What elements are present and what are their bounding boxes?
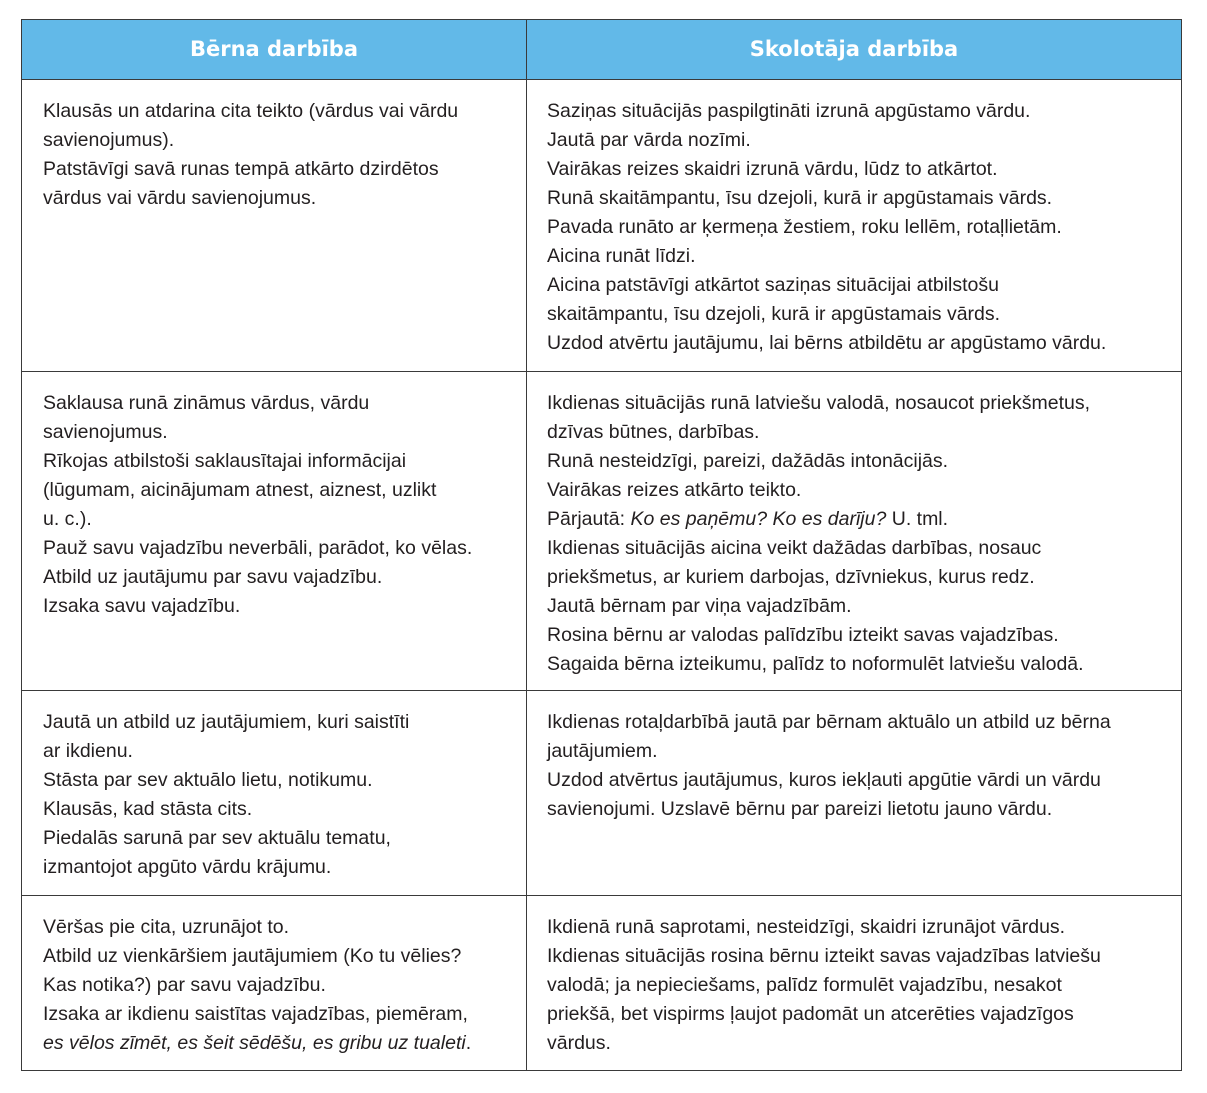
table-row <box>22 371 1181 690</box>
table-row <box>22 690 1181 895</box>
cell-line-italic <box>43 1029 512 1058</box>
cell-line: Rosina bērnu ar valodas palīdzību izteikt savas vajadzības. <box>547 624 1059 646</box>
cell-line: Runā nesteidzīgi, pareizi, dažādās intonācijās. <box>547 450 949 472</box>
cell-line: Sagaida bērna izteikumu, palīdz to noformulēt latviešu valodā. <box>547 653 1084 675</box>
cell-line: Ikdienas situācijās aicina veikt dažādas darbības, nosauc <box>547 537 1042 559</box>
cell-line: Klausās un atdarina cita teikto (vārdus vai vārdu <box>43 100 459 122</box>
cell-line: jautājumiem. <box>547 740 658 762</box>
cell-line: Aicina runāt līdzi. <box>547 245 696 267</box>
child-activity-cell <box>22 896 527 1070</box>
italic-examples: es vēlos zīmēt, es šeit sēdēšu, es gribu uz tualeti <box>43 1032 466 1054</box>
teacher-activity-cell <box>527 691 1181 895</box>
table-header-row <box>22 20 1181 79</box>
header-teacher-activity: Skolotāja darbība <box>749 37 959 61</box>
cell-line: izmantojot apgūto vārdu krājumu. <box>43 856 332 878</box>
line-end: . <box>465 1032 472 1054</box>
mixed-prefix: Pārjautā: <box>547 508 631 530</box>
cell-line: valodā; ja nepieciešams, palīdz formulēt vajadzību, nesakot <box>547 974 1062 996</box>
activity-table <box>21 19 1182 1071</box>
cell-line: Atbild uz jautājumu par savu vajadzību. <box>43 566 383 588</box>
cell-line: Atbild uz vienkāršiem jautājumiem (Ko tu vēlies? <box>43 945 462 967</box>
cell-line: Ikdienā runā saprotami, nesteidzīgi, skaidri izrunājot vārdus. <box>547 916 1066 938</box>
cell-line: vārdus. <box>547 1032 611 1054</box>
cell-line: priekšā, bet vispirms ļaujot padomāt un atcerēties vajadzīgos <box>547 1003 1074 1025</box>
cell-line: Izsaka savu vajadzību. <box>43 595 241 617</box>
cell-line: Kas notika?) par savu vajadzību. <box>43 974 326 996</box>
cell-line: Vairākas reizes skaidri izrunā vārdu, lūdz to atkārtot. <box>547 158 998 180</box>
child-activity-cell <box>22 80 527 371</box>
cell-line: Uzdod atvērtu jautājumu, lai bērns atbildētu ar apgūstamo vārdu. <box>547 332 1107 354</box>
cell-line: (lūgumam, aicinājumam atnest, aiznest, uzlikt <box>43 479 437 501</box>
child-activity-cell <box>22 691 527 895</box>
child-activity-cell <box>22 372 527 690</box>
cell-line: Jautā bērnam par viņa vajadzībām. <box>547 595 852 617</box>
cell-line: Patstāvīgi savā runas tempā atkārto dzirdētos <box>43 158 439 180</box>
cell-line: Saziņas situācijās paspilgtināti izrunā apgūstamo vārdu. <box>547 100 1031 122</box>
cell-line: Ikdienas situācijās runā latviešu valodā, nosaucot priekšmetus, <box>547 392 1091 414</box>
cell-line: Aicina patstāvīgi atkārtot saziņas situācijai atbilstošu <box>547 274 999 296</box>
cell-line: savienojumi. Uzslavē bērnu par pareizi lietotu jauno vārdu. <box>547 798 1053 820</box>
cell-line: Jautā un atbild uz jautājumiem, kuri saistīti <box>43 711 410 733</box>
cell-line: vārdus vai vārdu savienojumus. <box>43 187 317 209</box>
teacher-activity-cell <box>527 80 1181 371</box>
cell-line: Vairākas reizes atkārto teikto. <box>547 479 802 501</box>
table-row <box>22 895 1181 1070</box>
cell-line: ar ikdienu. <box>43 740 133 762</box>
cell-line: Runā skaitāmpantu, īsu dzejoli, kurā ir apgūstamais vārds. <box>547 187 1053 209</box>
table-row <box>22 79 1181 371</box>
cell-line: skaitāmpantu, īsu dzejoli, kurā ir apgūstamais vārds. <box>547 303 1001 325</box>
cell-line: Saklausa runā zināmus vārdus, vārdu <box>43 392 370 414</box>
cell-line: savienojumus. <box>43 421 168 443</box>
cell-line: Jautā par vārda nozīmi. <box>547 129 751 151</box>
cell-line: dzīvas būtnes, darbības. <box>547 421 760 443</box>
cell-line: Ikdienas situācijās rosina bērnu izteikt savas vajadzības latviešu <box>547 945 1101 967</box>
teacher-activity-cell <box>527 896 1181 1070</box>
cell-line: Pauž savu vajadzību neverbāli, parādot, ko vēlas. <box>43 537 473 559</box>
cell-line: Ikdienas rotaļdarbībā jautā par bērnam aktuālo un atbild uz bērna <box>547 711 1111 733</box>
cell-line: Vēršas pie cita, uzrunājot to. <box>43 916 290 938</box>
cell-line: Rīkojas atbilstoši saklausītajai informācijai <box>43 450 407 472</box>
header-child-activity: Bērna darbība <box>22 20 527 79</box>
cell-line: Piedalās sarunā par sev aktuālu tematu, <box>43 827 391 849</box>
cell-line: Izsaka ar ikdienu saistītas vajadzības, piemēram, <box>43 1003 468 1025</box>
teacher-activity-cell <box>527 372 1181 690</box>
cell-line: priekšmetus, ar kuriem darbojas, dzīvniekus, kurus redz. <box>547 566 1035 588</box>
mixed-italic: Ko es paņēmu? Ko es darīju? <box>630 508 887 530</box>
cell-line: savienojumus). <box>43 129 175 151</box>
cell-line: Stāsta par sev aktuālo lietu, notikumu. <box>43 769 373 791</box>
cell-line: Pavada runāto ar ķermeņa žestiem, roku lellēm, rotaļlietām. <box>547 216 1062 238</box>
cell-line-mixed <box>547 505 1167 534</box>
cell-line: u. c.). <box>43 508 92 530</box>
mixed-suffix: U. tml. <box>886 508 949 530</box>
cell-line: Klausās, kad stāsta cits. <box>43 798 253 820</box>
cell-line: Uzdod atvērtus jautājumus, kuros iekļauti apgūtie vārdi un vārdu <box>547 769 1101 791</box>
